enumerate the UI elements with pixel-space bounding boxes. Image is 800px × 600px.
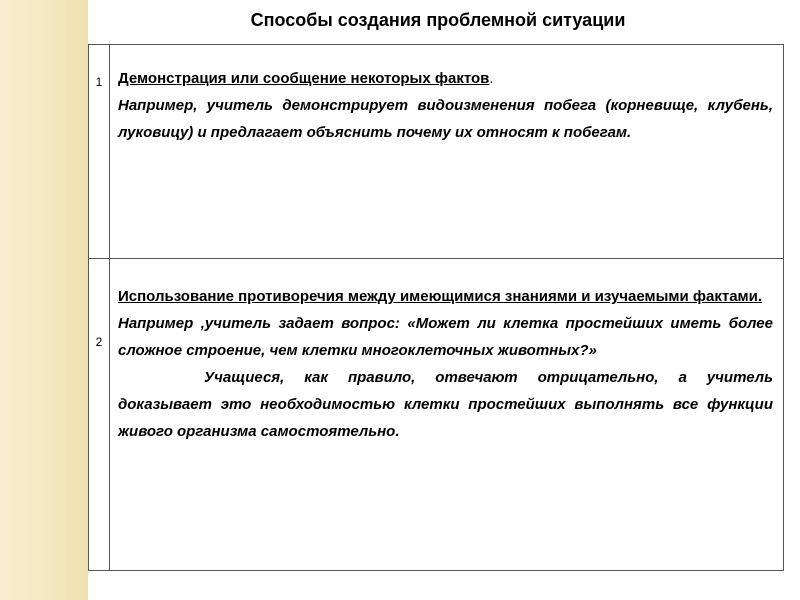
table-row: [89, 258, 783, 570]
row-number: 2: [89, 259, 110, 570]
row-heading-suffix: .: [489, 70, 494, 87]
table-row: [89, 45, 783, 258]
row-heading: [118, 283, 773, 310]
row-heading: [118, 65, 773, 92]
row-content: [110, 259, 783, 570]
methods-table: [88, 44, 784, 571]
row-heading-text: Использование противоречия между имеющимися знаниями и изучаемыми фактами.: [118, 288, 763, 305]
decorative-side-stripe: [0, 0, 88, 600]
row-example: Например, учитель демонстрирует видоизменения побега (корневище, клубень, луковицу) и предлагает объяснить почему их относят к побегам.: [118, 97, 773, 141]
row-example: Например ,учитель задает вопрос: «Может ли клетка простейших иметь более сложное строение, чем клетки многоклеточных животных?»: [118, 315, 773, 359]
row-explanation: Учащиеся, как правило, отвечают отрицательно, а учитель доказывает это необходимостью клетки простейших выполнять все функции живого организма самостоятельно.: [118, 369, 773, 440]
row-heading-text: Демонстрация или сообщение некоторых фактов: [118, 70, 490, 87]
slide-title: Способы создания проблемной ситуации: [250, 10, 626, 30]
row-content: [110, 45, 783, 258]
row-number: 1: [89, 45, 110, 258]
